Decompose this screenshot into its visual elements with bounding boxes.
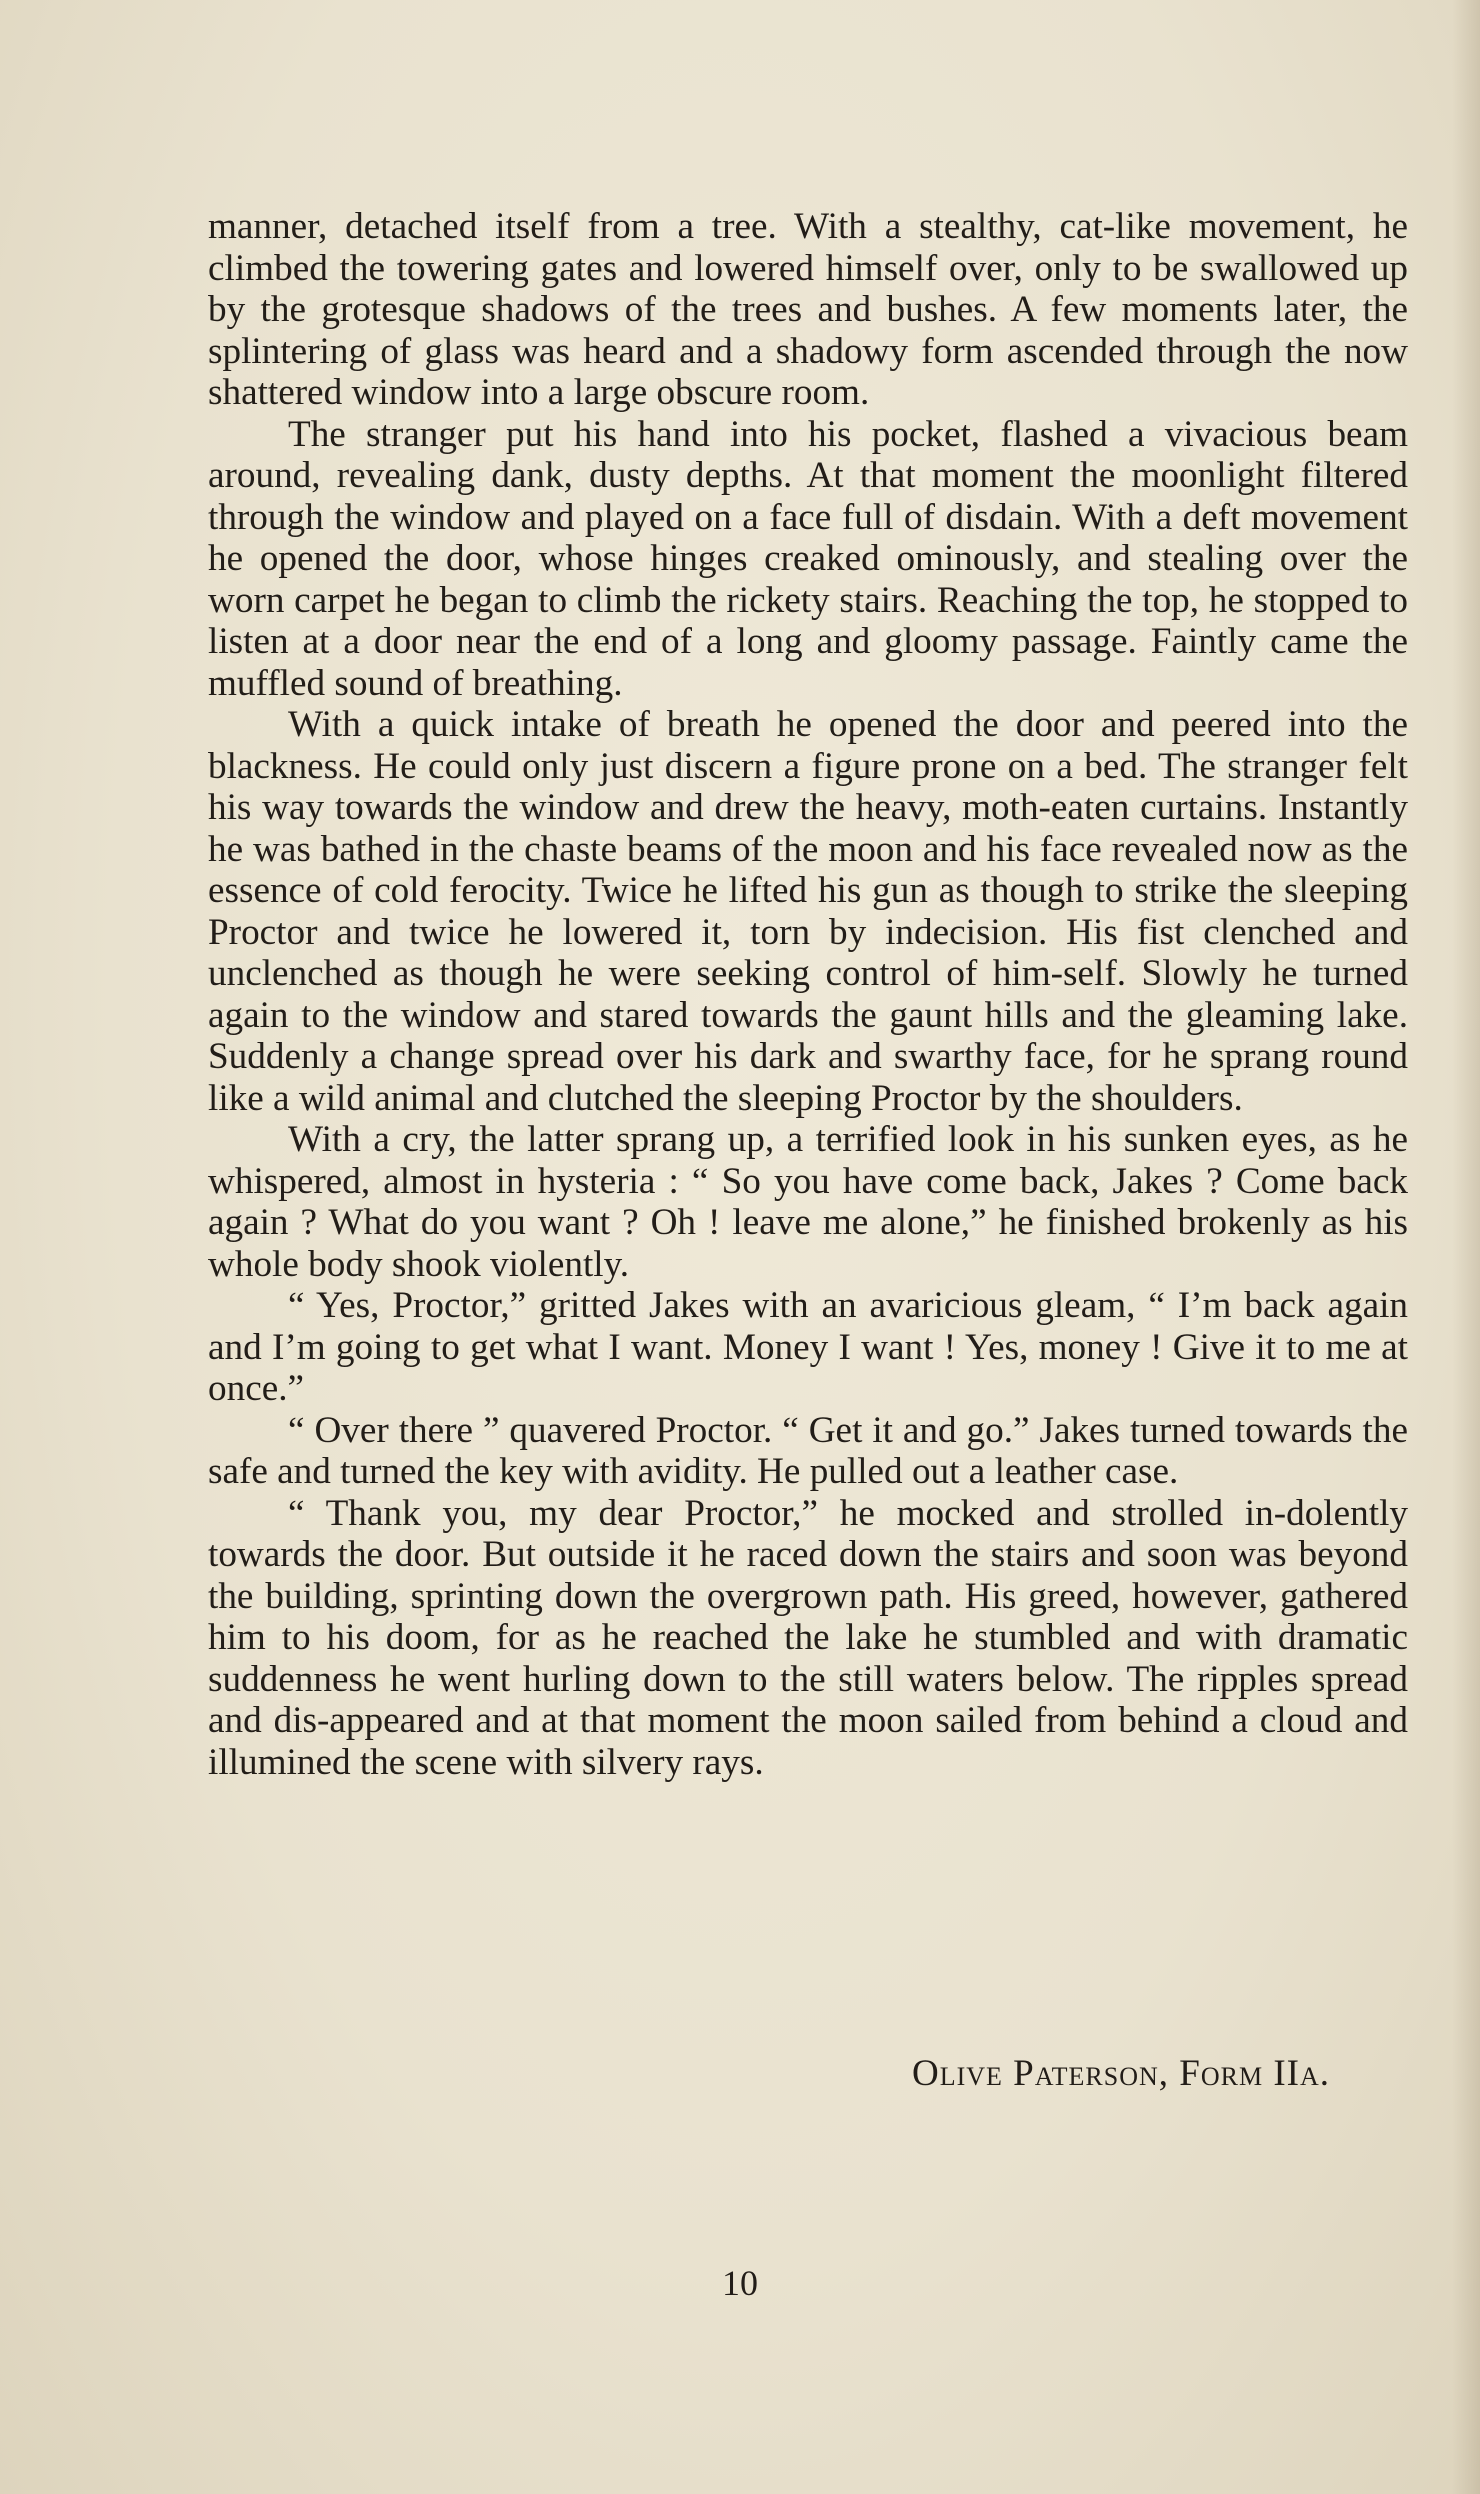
paragraph-2: The stranger put his hand into his pocket, flashed a vivacious beam around, revealing dank, dusty depths. At that moment the moonlight filtered through the window and played on a face full of disdain. With a deft movement he opened the door, whose hinges creaked ominously, and stealing over the worn carpet he began to climb the rickety stairs. Reaching the top, he stopped to listen at a door near the end of a long and gloomy passage. Faintly came the muffled sound of breathing. — [208, 413, 1408, 704]
paragraph-7: “ Thank you, my dear Proctor,” he mocked and strolled in-dolently towards the door. But outside it he raced down the stairs and soon was beyond the building, sprinting down the overgrown path. His greed, however, gathered him to his doom, for as he reached the lake he stumbled and with dramatic suddenness he went hurling down to the still waters below. The ripples spread and dis-appeared and at that moment the moon sailed from behind a cloud and illumined the scene with silvery rays. — [208, 1492, 1408, 1783]
paragraph-3: With a quick intake of breath he opened the door and peered into the blackness. He could only just discern a figure prone on a bed. The stranger felt his way towards the window and drew the heavy, moth-eaten curtains. Instantly he was bathed in the chaste beams of the moon and his face revealed now as the essence of cold ferocity. Twice he lifted his gun as though to strike the sleeping Proctor and twice he lowered it, torn by indecision. His fist clenched and unclenched as though he were seeking control of him-self. Slowly he turned again to the window and stared towards the gaunt hills and the gleaming lake. Suddenly a change spread over his dark and swarthy face, for he sprang round like a wild animal and clutched the sleeping Proctor by the shoulders. — [208, 704, 1408, 1119]
story-text — [208, 206, 1408, 1783]
paragraph-5: “ Yes, Proctor,” gritted Jakes with an avaricious gleam, “ I’m back again and I’m going to get what I want. Money I want ! Yes, money ! Give it to me at once.” — [208, 1285, 1408, 1409]
author-signature: Olive Paterson, Form IIa. — [912, 2053, 1330, 2094]
paragraph-1: manner, detached itself from a tree. With a stealthy, cat-like movement, he climbed the towering gates and lowered himself over, only to be swallowed up by the grotesque shadows of the trees and bushes. A few moments later, the splintering of glass was heard and a shadowy form ascended through the now shattered window into a large obscure room. — [208, 206, 1408, 413]
paragraph-6: “ Over there ” quavered Proctor. “ Get it and go.” Jakes turned towards the safe and turned the key with avidity. He pulled out a leather case. — [208, 1409, 1408, 1492]
paragraph-4: With a cry, the latter sprang up, a terrified look in his sunken eyes, as he whispered, almost in hysteria : “ So you have come back, Jakes ? Come back again ? What do you want ? Oh ! leave me alone,” he finished brokenly as his whole body shook violently. — [208, 1119, 1408, 1285]
page-number: 10 — [722, 2263, 758, 2303]
page-edge-shadow — [1452, 0, 1480, 2494]
